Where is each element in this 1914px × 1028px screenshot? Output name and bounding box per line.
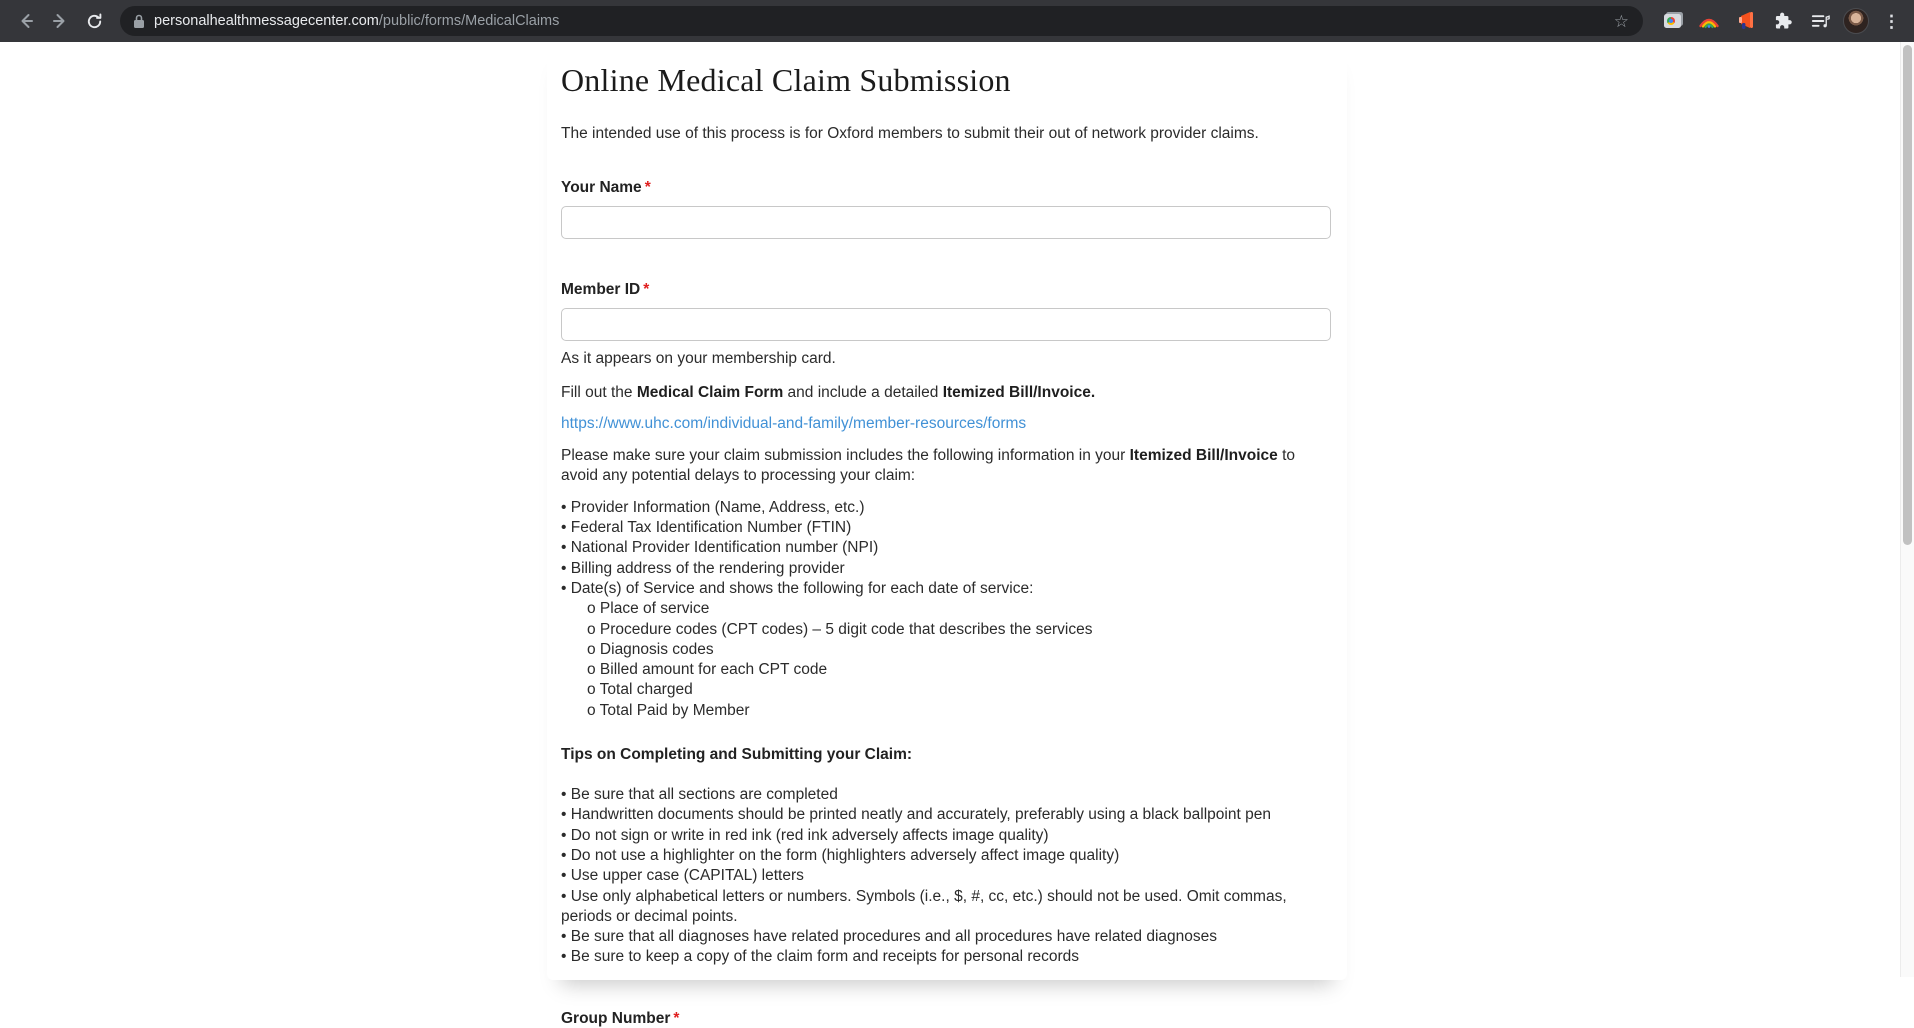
group-number-label-text: Group Number xyxy=(561,1009,671,1027)
list-item: • Be sure that all diagnoses have related procedures and all procedures have related diagnoses xyxy=(561,928,1217,946)
address-bar[interactable] xyxy=(120,6,1643,36)
list-item: • Do not sign or write in red ink (red ink adversely affects image quality) xyxy=(561,826,1049,844)
please-text-2: to avoid any potential delays to processing your claim: xyxy=(561,446,1295,485)
web-page xyxy=(0,42,1914,1027)
megaphone-extension-icon[interactable] xyxy=(1735,10,1757,32)
rainbow-arc-extension-icon[interactable] xyxy=(1698,10,1720,32)
list-item: o Billed amount for each CPT code xyxy=(587,661,828,679)
list-item: • Provider Information (Name, Address, etc.) xyxy=(561,498,865,516)
member-id-input[interactable] xyxy=(561,308,1331,341)
tips-heading: Tips on Completing and Submitting your Claim: xyxy=(561,746,913,764)
list-item: • Use only alphabetical letters or numbers. Symbols (i.e., $, #, cc, etc.) should not be used. Omit commas, periods or decimal points. xyxy=(561,887,1287,925)
list-item: • Handwritten documents should be printed neatly and accurately, preferably using a black ballpoint pen xyxy=(561,806,1271,824)
group-number-label xyxy=(561,1010,1333,1028)
fill-out-text-1: Fill out the xyxy=(561,384,637,401)
tips-list xyxy=(561,785,1333,968)
list-item: o Diagnosis codes xyxy=(587,640,714,658)
browser-toolbar xyxy=(0,0,1914,42)
list-item: o Procedure codes (CPT codes) – 5 digit code that describes the services xyxy=(587,620,1093,638)
member-id-helper-text: As it appears on your membership card. xyxy=(561,350,836,367)
reload-icon[interactable] xyxy=(80,7,108,35)
list-item: • Federal Tax Identification Number (FTIN) xyxy=(561,519,852,537)
list-item: o Place of service xyxy=(587,600,710,618)
page-scrollbar xyxy=(1900,42,1914,977)
please-text-1: Please make sure your claim submission includes the following information in your xyxy=(561,446,1130,464)
medical-claim-form-bold: Medical Claim Form xyxy=(636,384,784,401)
list-item: o Total charged xyxy=(587,681,693,699)
google-window-extension-icon[interactable] xyxy=(1661,10,1683,32)
your-name-label xyxy=(561,179,1333,197)
group-number-field-group xyxy=(547,1010,1347,1028)
list-item: • National Provider Identification number (NPI) xyxy=(561,539,879,557)
required-asterisk: * xyxy=(644,179,651,196)
list-item: • Be sure to keep a copy of the claim form and receipts for personal records xyxy=(561,948,1080,966)
please-make-sure-paragraph xyxy=(561,446,1333,487)
url-path: /public/forms/MedicalClaims xyxy=(378,13,560,29)
date-of-service-sublist xyxy=(561,599,1333,721)
fill-out-instruction xyxy=(561,383,1333,403)
intro-text: The intended use of this process is for Oxford members to submit their out of network provider claims. xyxy=(561,125,1259,142)
profile-avatar[interactable] xyxy=(1843,8,1869,34)
itemized-bill-bold: Itemized Bill/Invoice. xyxy=(942,384,1096,401)
required-asterisk: * xyxy=(643,281,650,298)
browser-menu-icon[interactable]: ⋮ xyxy=(1883,11,1900,31)
your-name-input[interactable] xyxy=(561,206,1331,239)
chrome-dot-icon xyxy=(1667,17,1675,25)
member-id-field-group xyxy=(561,281,1333,368)
your-name-field-group xyxy=(561,179,1333,239)
window-frame-icon xyxy=(1664,14,1681,28)
playlist-music-icon[interactable] xyxy=(1809,10,1831,32)
extensions-row xyxy=(1655,10,1837,32)
list-item: • Billing address of the rendering provider xyxy=(561,559,845,577)
member-id-label xyxy=(561,281,1333,299)
member-id-label-text: Member ID xyxy=(561,281,641,298)
lock-icon xyxy=(133,14,145,29)
itemized-bill-bold-2: Itemized Bill/Invoice xyxy=(1129,446,1278,464)
list-item: o Total Paid by Member xyxy=(587,701,750,719)
fill-out-text-2: and include a detailed xyxy=(783,384,943,401)
url-domain: personalhealthmessagecenter.com xyxy=(154,13,379,29)
url-text xyxy=(154,13,559,29)
list-item: • Use upper case (CAPITAL) letters xyxy=(561,867,804,885)
your-name-label-text: Your Name xyxy=(561,179,642,196)
forward-icon[interactable] xyxy=(46,7,74,35)
list-item: • Date(s) of Service and shows the following for each date of service: xyxy=(561,580,1034,597)
list-item: • Do not use a highlighter on the form (highlighters adversely affect image quality) xyxy=(561,846,1120,864)
forms-link-line xyxy=(561,414,1333,434)
bookmark-star-icon[interactable]: ☆ xyxy=(1613,11,1629,31)
claim-form-card xyxy=(547,42,1347,980)
page-title: Online Medical Claim Submission xyxy=(561,62,1011,98)
back-icon[interactable] xyxy=(12,7,40,35)
uhc-forms-link[interactable]: https://www.uhc.com/individual-and-family/member-resources/forms xyxy=(561,415,1027,433)
required-asterisk: * xyxy=(673,1009,680,1027)
scrollbar-thumb[interactable] xyxy=(1903,45,1912,545)
form-content xyxy=(547,42,1347,1028)
claim-info-list xyxy=(561,498,1333,599)
list-item: • Be sure that all sections are completed xyxy=(561,786,838,804)
puzzle-extensions-icon[interactable] xyxy=(1772,10,1794,32)
